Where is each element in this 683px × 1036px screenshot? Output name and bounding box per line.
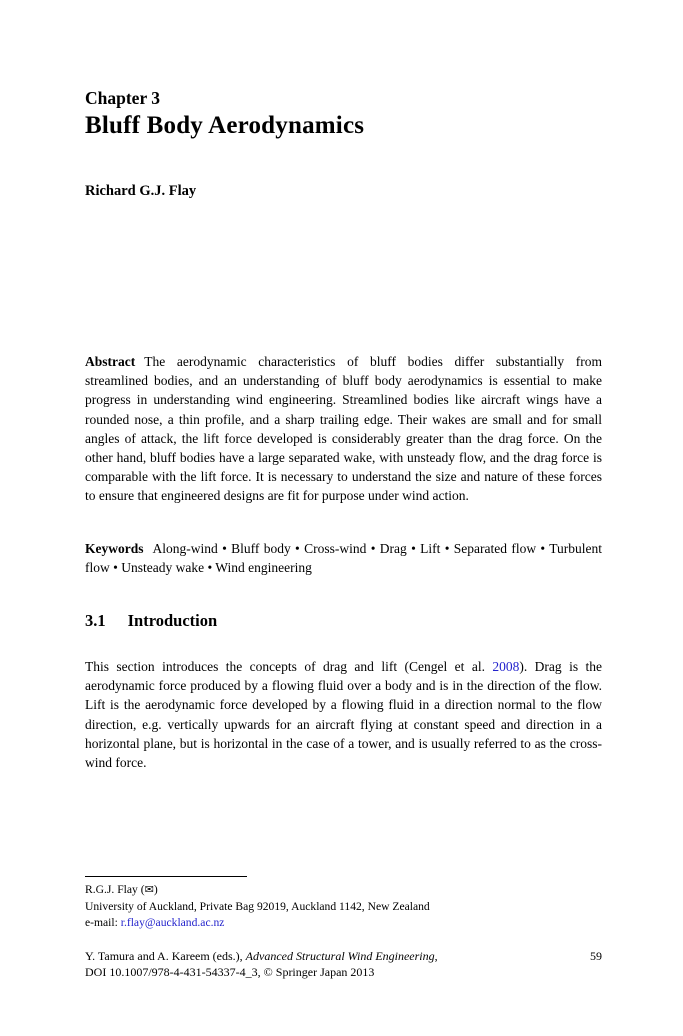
- footer-doi-line: DOI 10.1007/978-4-431-54337-4_3, © Springer Japan 2013: [85, 965, 375, 980]
- section-number: 3.1: [85, 611, 106, 630]
- footer-citation: [85, 948, 570, 980]
- keywords-paragraph: [85, 539, 602, 577]
- footer-after-title: ,: [434, 949, 438, 963]
- footer-book-title: Advanced Structural Wind Engineering: [245, 949, 435, 963]
- email-label: e-mail:: [85, 915, 121, 929]
- section-title: Introduction: [127, 611, 218, 630]
- intro-text-after-citation: ). Drag is the aerodynamic force produced by a flowing fluid over a body and is in the direction of the flow. Lift is the aerodynamic force developed by a flowing fluid in a direction normal to the flow direction, e.g. vertically upwards for an aircraft flying at constant speed and direction in a horizontal plane, but is horizontal in the case of a tower, and is usually referred to as the cross-wind force.: [85, 659, 603, 771]
- chapter-header: [85, 88, 602, 141]
- footer-editors: Y. Tamura and A. Kareem (eds.),: [85, 949, 246, 963]
- section-heading: [85, 611, 602, 631]
- chapter-label: Chapter 3: [85, 88, 161, 108]
- footnote-email-line: [85, 915, 602, 931]
- footnote-block: [85, 882, 602, 930]
- keywords-text: Along-wind • Bluff body • Cross-wind • Drag • Lift • Separated flow • Turbulent flow • Unsteady wake • Wind engineering: [85, 541, 602, 576]
- citation-link-2008[interactable]: 2008: [492, 659, 520, 674]
- page-title: Bluff Body Aerodynamics: [85, 112, 365, 139]
- abstract-label: Abstract: [85, 354, 136, 369]
- keywords-label: Keywords: [85, 541, 144, 556]
- intro-text-before-citation: This section introduces the concepts of drag and lift (Cengel et al.: [85, 659, 493, 674]
- author-name: Richard G.J. Flay: [85, 183, 197, 199]
- footnote-divider: [85, 876, 247, 877]
- footnote-author: R.G.J. Flay (: [85, 883, 145, 896]
- envelope-icon: ✉: [144, 884, 154, 896]
- abstract-text: The aerodynamic characteristics of bluff bodies differ substantially from streamlined bodies, and an understanding of bluff body aerodynamics is essential to make progress in understanding wind engineering. Streamlined bodies like aircraft wings have a rounded nose, a thin profile, and a sharp trailing edge. Their wakes are small and for small angles of attack, the lift force developed is considerably greater than the drag force. On the other hand, bluff bodies have a large separated wake, with unsteady flow, and the drag force is comparable with the lift force. It is necessary to understand the size and nature of these forces to ensure that engineered designs are fit for purpose under wind action.: [85, 354, 602, 504]
- intro-paragraph: [85, 657, 602, 772]
- abstract-paragraph: [85, 352, 602, 506]
- email-link[interactable]: r.flay@auckland.ac.nz: [120, 915, 225, 929]
- footnote-author-line: [85, 882, 602, 899]
- footnote-affiliation: University of Auckland, Private Bag 92019, Auckland 1142, New Zealand: [85, 899, 430, 913]
- page-footer: [85, 948, 602, 980]
- page-number: 59: [590, 949, 602, 963]
- footnote-author-close-paren: ): [153, 883, 158, 896]
